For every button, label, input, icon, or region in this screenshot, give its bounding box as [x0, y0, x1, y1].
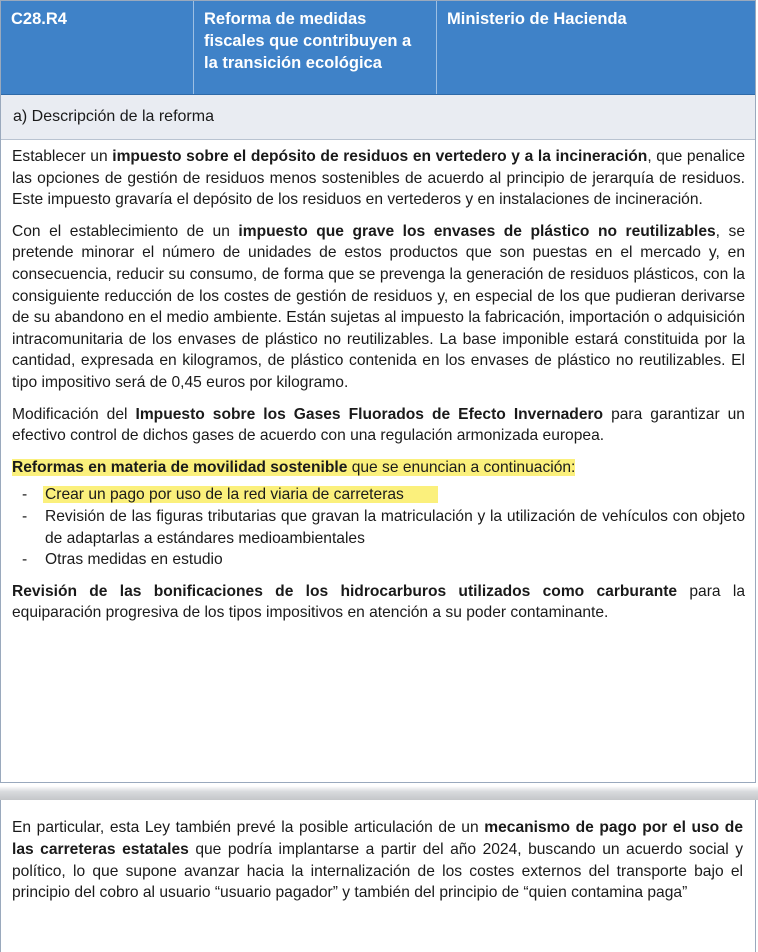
- paragraph-waste-tax: Establecer un impuesto sobre el depósito de residuos en vertedero y a la incineración, que penalice las opciones de gestión de residuos menos sostenibles de acuerdo al principio de jerarquía de residuos. Este impuesto gravaría el depósito de los residuos en vertederos y en instalaciones de incineración.: [12, 148, 745, 209]
- list-item: - Revisión de las figuras tributarias que gravan la matriculación y la utilización de vehículos con objeto de adaptarlas a estándares medioambientales: [12, 506, 745, 549]
- paragraph-fuel-bonuses: Revisión de las bonificaciones de los hidrocarburos utilizados como carburante para la equiparación progresiva de los tipos impositivos en atención a su poder contaminante.: [12, 582, 745, 622]
- paragraph-plastic-tax: Con el establecimiento de un impuesto que grave los envases de plástico no reutilizables, se pretende minorar el número de unidades de estos productos que son puestas en el mercado y, en consecuencia, reducir su consumo, de forma que se prevenga la generación de residuos plásticos, con la consiguiente reducción de los costes de gestión de residuos y, en especial de los que pudieran derivarse de su abandono en el medio ambiente. Están sujetas al impuesto la fabricación, importación o adquisición intracomunitaria de los envases de plástico no reutilizables. La base imponible estará constituida por la cantidad, expresada en kilogramos, de plástico contenida en los envases de plástico no reutilizables. El tipo impositivo será de 0,45 euros por kilogramo.: [12, 222, 745, 391]
- section-heading: a) Descripción de la reforma: [1, 95, 755, 140]
- paragraph-fluorinated-gases: Modificación del Impuesto sobre los Gases Fluorados de Efecto Invernadero para garantizar un efectivo control de dichos gases de acuerdo con una regulación armonizada europea.: [12, 405, 745, 445]
- reform-code: C28.R4: [1, 1, 194, 94]
- list-item: [12, 484, 745, 506]
- list-item: - Otras medidas en estudio: [12, 549, 745, 571]
- excerpt-card: En particular, esta Ley también prevé la posible articulación de un mecanismo de pago por el uso de las carreteras estatales que podría implantarse a partir del año 2024, buscando un acuerdo social y político, lo que supone avanzar hacia la internalización de los costes externos del transporte bajo el principio del cobro al usuario “usuario pagador” y también del principio de “quien contamina paga”: [0, 800, 756, 952]
- highlighted-text: Crear un pago por uso de la red viaria de carreteras: [43, 486, 438, 503]
- reform-title: Reforma de medidas fiscales que contribuyen a la transición ecológica: [194, 1, 437, 94]
- paragraph-mobility: [12, 457, 745, 479]
- reform-description: [1, 140, 755, 624]
- table-header: [1, 1, 755, 95]
- mobility-list: [12, 484, 745, 570]
- page-divider: [0, 786, 758, 800]
- highlighted-text: Reformas en materia de movilidad sostenible que se enuncian a continuación:: [12, 458, 576, 476]
- ministry-name: Ministerio de Hacienda: [447, 10, 627, 28]
